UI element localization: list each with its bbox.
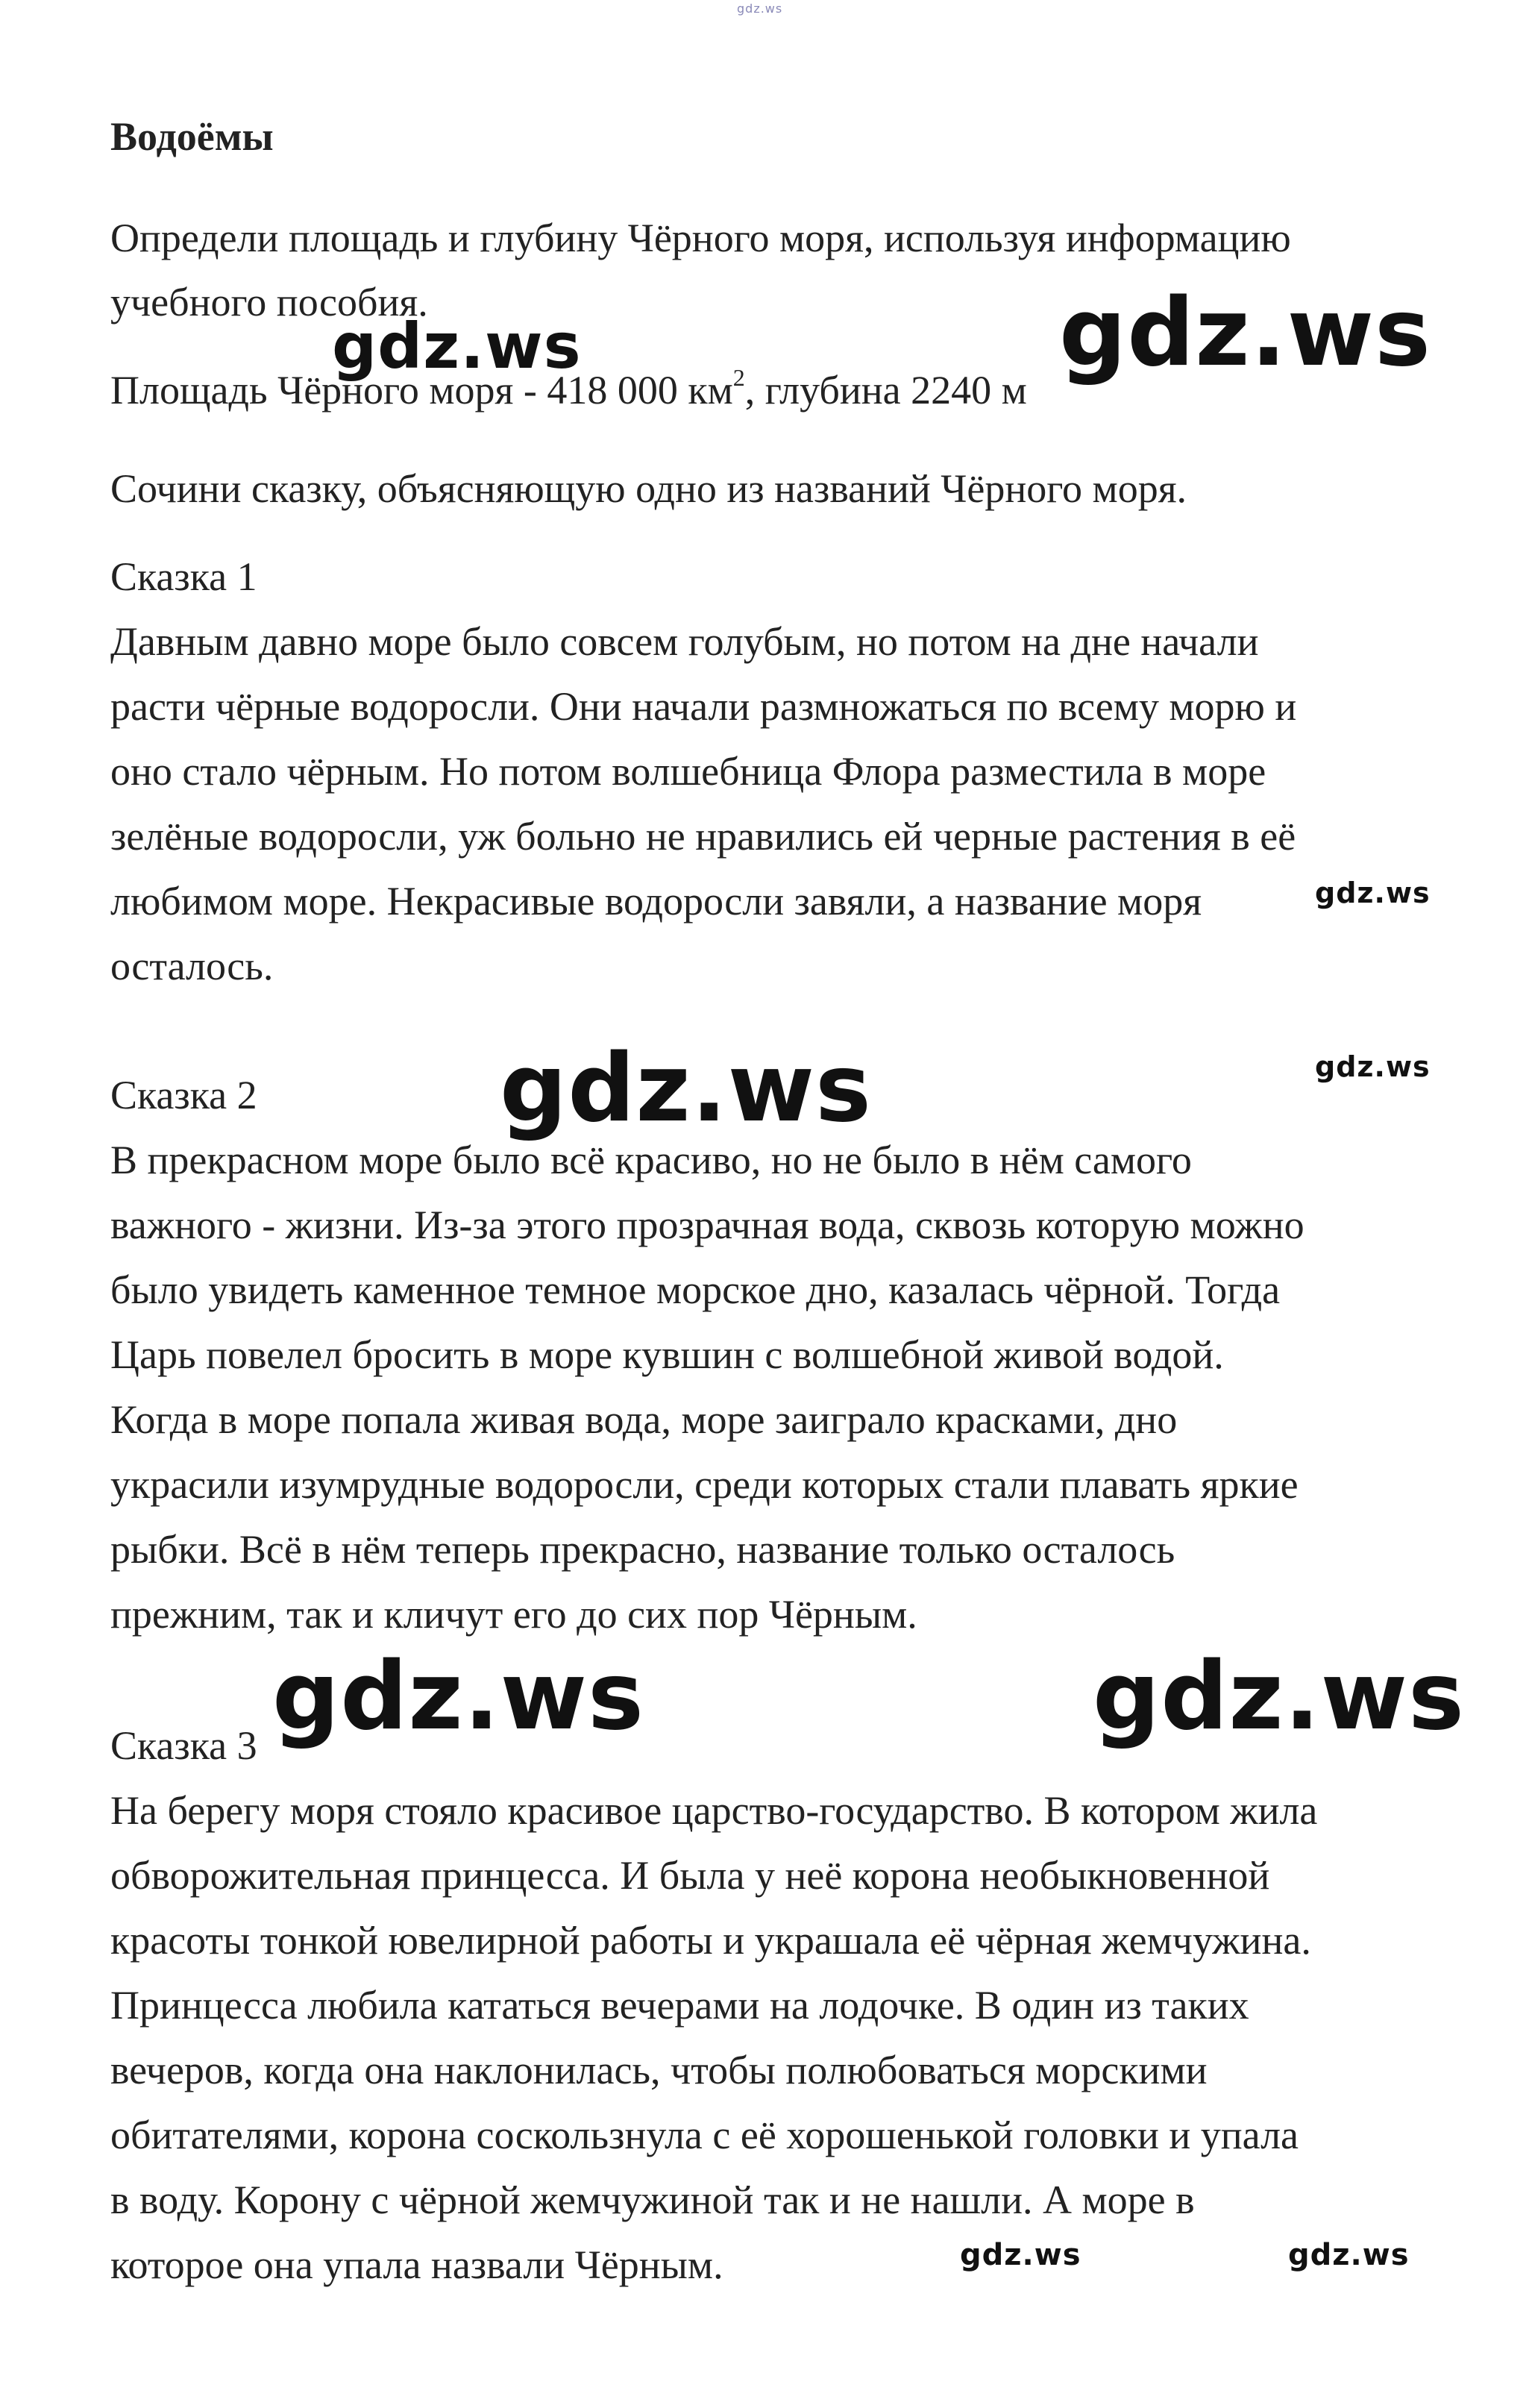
tale-line: зелёные водоросли, уж больно не нравились ей черные растения в её xyxy=(110,814,1296,859)
tale-line: Давным давно море было совсем голубым, но потом на дне начали xyxy=(110,619,1259,664)
tale-title: Сказка 2 xyxy=(110,1073,257,1117)
tale-line: прежним, так и кличут его до сих пор Чёрным. xyxy=(110,1592,917,1637)
tale-line: в воду. Корону с чёрной жемчужиной так и не нашли. А море в xyxy=(110,2177,1195,2222)
task-1-line: Определи площадь и глубину Чёрного моря, используя информацию xyxy=(110,216,1291,260)
tale-line: На берегу моря стояло красивое царство-государство. В котором жила xyxy=(110,1788,1318,1833)
page-title: Водоёмы xyxy=(110,114,274,159)
tale-title: Сказка 3 xyxy=(110,1723,257,1768)
watermark: gdz.ws xyxy=(1315,1050,1431,1083)
tale-line: любимом море. Некрасивые водоросли завяли, а название моря xyxy=(110,879,1202,924)
tale-line: рыбки. Всё в нём теперь прекрасно, название только осталось xyxy=(110,1527,1175,1572)
watermark: gdz.ws xyxy=(737,1,783,16)
watermark: gdz.ws xyxy=(1059,278,1431,387)
tale-line: украсили изумрудные водоросли, среди которых стали плавать яркие xyxy=(110,1462,1299,1507)
tale-line: обитателями, корона соскользнула с её хорошенькой головки и упала xyxy=(110,2113,1299,2157)
tale-line: важного - жизни. Из-за этого прозрачная вода, сквозь которую можно xyxy=(110,1203,1304,1247)
answer-superscript: 2 xyxy=(732,364,745,391)
tale-line: красоты тонкой ювелирной работы и украшала её чёрная жемчужина. xyxy=(110,1918,1311,1963)
watermark: gdz.ws xyxy=(332,310,582,383)
tale-line: расти чёрные водоросли. Они начали размножаться по всему морю и xyxy=(110,684,1297,729)
tale-line: Принцесса любила кататься вечерами на лодочке. В один из таких xyxy=(110,1983,1249,2028)
watermark: gdz.ws xyxy=(1315,877,1431,909)
tale-1 xyxy=(110,545,1296,999)
watermark: gdz.ws xyxy=(1288,2238,1410,2272)
tale-line: которое она упала назвали Чёрным. xyxy=(110,2242,723,2287)
watermark: gdz.ws xyxy=(1093,1641,1465,1751)
tale-line: было увидеть каменное темное морское дно, казалась чёрной. Тогда xyxy=(110,1267,1281,1312)
watermark: gdz.ws xyxy=(500,1033,872,1143)
answer-text-end: , глубина 2240 м xyxy=(744,368,1027,413)
tale-title: Сказка 1 xyxy=(110,554,257,599)
tale-line: В прекрасном море было всё красиво, но не было в нём самого xyxy=(110,1138,1192,1182)
tale-line: оно стало чёрным. Но потом волшебница Флора разместила в море xyxy=(110,749,1266,794)
tale-2 xyxy=(110,1063,1304,1647)
tale-line: осталось. xyxy=(110,944,274,988)
task-2-text: Сочини сказку, объясняющую одно из названий Чёрного моря. xyxy=(110,466,1187,511)
tale-line: Царь повелел бросить в море кувшин с волшебной живой водой. xyxy=(110,1332,1224,1377)
task-1-line: учебного пособия. xyxy=(110,280,428,324)
tale-line: обворожительная принцесса. И была у неё корона необыкновенной xyxy=(110,1853,1270,1898)
tale-line: Когда в море попала живая вода, море заиграло красками, дно xyxy=(110,1397,1178,1442)
tale-line: вечеров, когда она наклонилась, чтобы полюбоваться морскими xyxy=(110,2048,1208,2092)
watermark: gdz.ws xyxy=(272,1641,644,1751)
tale-3 xyxy=(110,1713,1317,2298)
watermark: gdz.ws xyxy=(960,2238,1081,2272)
answer-text: Площадь Чёрного моря - 418 000 км xyxy=(110,368,733,413)
